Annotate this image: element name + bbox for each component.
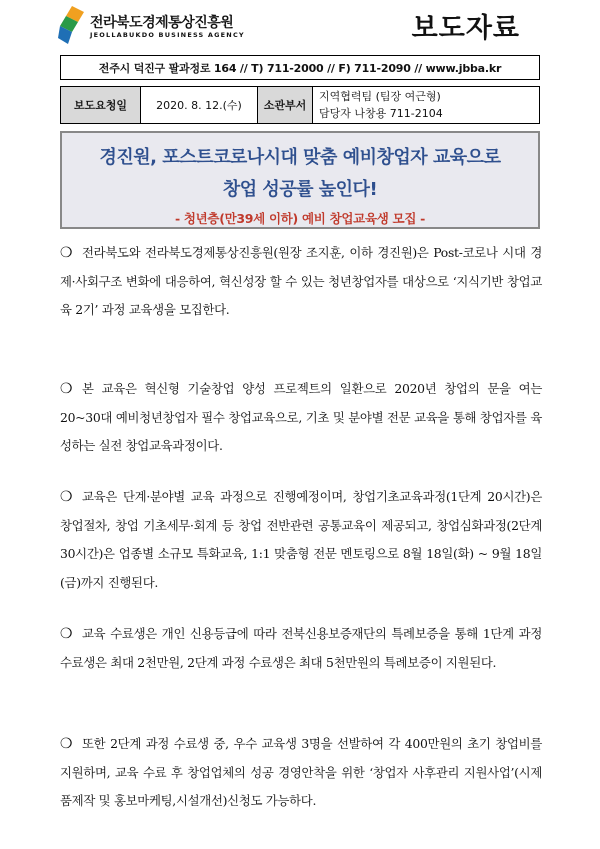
headline-box: [60, 131, 540, 229]
bullet-circle-icon: ❍: [60, 489, 73, 505]
body-paragraph: [60, 375, 542, 461]
request-date-label: 보도요청일: [61, 87, 141, 123]
paragraph-text: 또한 2단계 과정 수료생 중, 우수 교육생 3명을 선발하여 각 400만원의 초기 창업비를 지원하며, 교육 수료 후 창업업체의 성공 경영안착을 위한 ‘창업자 사후관리 지원사업’(시제품제작 및 홍보마케팅,시설개선)신청도 가능하다.: [60, 736, 542, 809]
body-paragraph: [60, 239, 542, 325]
department-team: 지역협력팀 (팀장 여근형): [319, 90, 441, 103]
bullet-circle-icon: ❍: [60, 245, 73, 261]
body-paragraph: [60, 730, 542, 816]
bullet-circle-icon: ❍: [60, 736, 73, 752]
headline-line-2: 창업 성공률 높인다!: [222, 179, 378, 200]
org-name-korean: 전라북도경제통상진흥원: [90, 15, 234, 31]
department-label: 소관부서: [258, 87, 313, 123]
contact-address-bar: 전주시 덕진구 팔과정로 164 // T) 711-2000 // F) 711-2090 // www.jbba.kr: [60, 55, 540, 80]
department-contact-person: 담당자 나창용 711-2104: [319, 107, 443, 120]
body-paragraph: [60, 483, 542, 597]
agency-logo-icon: [58, 6, 84, 44]
bullet-circle-icon: ❍: [60, 626, 73, 642]
bullet-circle-icon: ❍: [60, 381, 73, 397]
document-type-title: 보도자료: [411, 13, 520, 44]
body-paragraph: [60, 620, 542, 677]
release-info-table: [60, 86, 540, 124]
paragraph-text: 교육 수료생은 개인 신용등급에 따라 전북신용보증재단의 특례보증을 통해 1단계 과정 수료생은 최대 2천만원, 2단계 과정 수료생은 최대 5천만원의 특례보증이 지원된다.: [60, 626, 542, 670]
header: [0, 0, 600, 52]
headline-subtitle: - 청년층(만39세 이하) 예비 창업교육생 모집 -: [174, 211, 426, 226]
paragraph-text: 전라북도와 전라북도경제통상진흥원(원장 조지훈, 이하 경진원)은 Post-코로나 시대 경제·사회구조 변화에 대응하여, 혁신성장 할 수 있는 청년창업자를 대상으로 ‘지식기반 창업교육 2기’ 과정 교육생을 모집한다.: [60, 245, 542, 318]
headline-line-1: 경진원, 포스트코로나시대 맞춤 예비창업자 교육으로: [99, 147, 501, 168]
paragraph-text: 본 교육은 혁신형 기술창업 양성 프로젝트의 일환으로 2020년 창업의 문을 여는 20~30대 예비청년창업자 필수 창업교육으로, 기초 및 분야별 전문 교육을 통해 창업자를 육성하는 실전 창업교육과정이다.: [60, 381, 542, 454]
paragraph-text: 교육은 단계·분야별 교육 과정으로 진행예정이며, 창업기초교육과정(1단계 20시간)은 창업절차, 창업 기초세무·회계 등 창업 전반관련 공통교육이 제공되고, 창업심화과정(2단계 30시간)은 업종별 소규모 특화교육, 1:1 맞춤형 전문 멘토링으로 8월 18일(화) ~ 9월 18일(금)까지 진행된다.: [60, 489, 542, 590]
department-contact: [313, 87, 539, 123]
request-date-value: 2020. 8. 12.(수): [141, 87, 258, 123]
org-name-english: JEOLLABUKDO BUSINESS AGENCY: [90, 31, 245, 39]
